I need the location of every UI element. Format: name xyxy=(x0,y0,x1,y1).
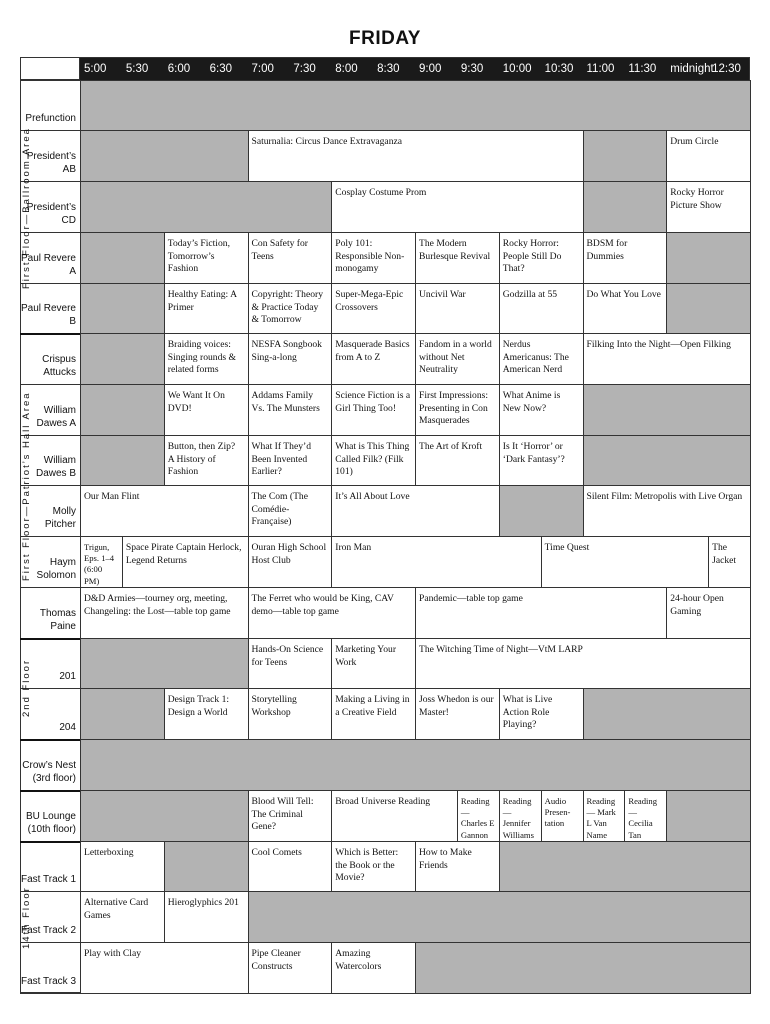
room-label xyxy=(20,790,80,841)
unscheduled-block xyxy=(583,688,752,740)
room-name: William Dawes A xyxy=(36,405,76,429)
event-block[interactable]: Time Quest xyxy=(541,536,710,588)
area-label: First Floor—Ballroom Area xyxy=(20,127,32,289)
event-block[interactable]: Poly 101: Responsible Non-monogamy xyxy=(331,232,416,284)
event-block[interactable]: Button, then Zip? A History of Fashion xyxy=(164,435,249,486)
time-header-label: 10:00 xyxy=(502,63,532,75)
unscheduled-block xyxy=(80,181,332,233)
unscheduled-block xyxy=(164,841,249,892)
event-block[interactable]: Marketing Your Work xyxy=(331,638,416,689)
event-block[interactable]: The Ferret who would be King, CAV demo—table top game xyxy=(248,587,417,639)
time-header-label: 9:30 xyxy=(460,63,484,75)
unscheduled-block xyxy=(499,485,584,537)
event-block[interactable]: Letterboxing xyxy=(80,841,165,892)
event-block[interactable]: Rocky Horror: People Still Do That? xyxy=(499,232,584,284)
event-block[interactable]: Super-Mega-Epic Crossovers xyxy=(331,283,416,334)
row-divider xyxy=(20,638,80,640)
unscheduled-block xyxy=(499,841,751,892)
room-name: Crow’s Nest (3rd floor) xyxy=(22,760,76,784)
event-block[interactable]: Pandemic—table top game xyxy=(415,587,667,639)
unscheduled-block xyxy=(80,638,249,689)
room-label xyxy=(20,942,80,993)
room-name: Prefunction xyxy=(25,113,76,124)
room-name: Crispus Attucks xyxy=(42,354,76,378)
room-name: 204 xyxy=(59,722,76,733)
event-block[interactable]: The Art of Kroft xyxy=(415,435,500,486)
time-header-label: 5:30 xyxy=(125,63,149,75)
row-divider xyxy=(20,333,80,335)
room-label xyxy=(20,739,80,790)
unscheduled-block xyxy=(80,333,165,385)
event-block[interactable]: Pipe Cleaner Constructs xyxy=(248,942,333,994)
event-block[interactable]: The Witching Time of Night—VtM LARP xyxy=(415,638,751,689)
event-block[interactable]: Space Pirate Captain Herlock, Legend Returns xyxy=(122,536,249,588)
event-block[interactable]: Hands-On Science for Teens xyxy=(248,638,333,689)
event-block[interactable]: The Jacket xyxy=(708,536,751,588)
event-block[interactable]: Reading— Mark L Van Name xyxy=(583,790,626,842)
event-block[interactable]: Joss Whedon is our Master! xyxy=(415,688,500,740)
unscheduled-block xyxy=(248,891,752,943)
unscheduled-block xyxy=(80,435,165,486)
event-block[interactable]: Fandom in a world without Net Neutrality xyxy=(415,333,500,385)
unscheduled-block xyxy=(583,384,752,436)
event-block[interactable]: Addams Family Vs. The Munsters xyxy=(248,384,333,436)
row-divider xyxy=(20,587,80,588)
unscheduled-block xyxy=(666,283,751,334)
unscheduled-block xyxy=(80,80,751,131)
event-block[interactable]: Masquerade Basics from A to Z xyxy=(331,333,416,385)
event-block[interactable]: How to Make Friends xyxy=(415,841,500,892)
header-corner xyxy=(20,57,80,80)
event-block[interactable]: Copyright: Theory & Practice Today & Tomorrow xyxy=(248,283,333,334)
unscheduled-block xyxy=(583,181,668,233)
event-block[interactable]: Play with Clay xyxy=(80,942,249,994)
event-block[interactable]: Design Track 1: Design a World xyxy=(164,688,249,740)
event-block[interactable]: What is This Thing Called Filk? (Filk 101) xyxy=(331,435,416,486)
event-block[interactable]: Trigun, Eps. 1–4 (6:00 PM) xyxy=(80,536,123,588)
unscheduled-block xyxy=(666,232,751,284)
event-block[interactable]: Iron Man xyxy=(331,536,541,588)
event-block[interactable]: Hieroglyphics 201 xyxy=(164,891,249,943)
event-block[interactable]: Cosplay Costume Prom xyxy=(331,181,583,233)
event-block[interactable]: It’s All About Love xyxy=(331,485,500,537)
unscheduled-block xyxy=(80,130,249,182)
unscheduled-block xyxy=(80,790,249,842)
area-label: 2nd Floor xyxy=(20,658,32,717)
event-block[interactable]: Today’s Fiction, Tomorrow’s Fashion xyxy=(164,232,249,284)
room-name: Haym Solomon xyxy=(36,557,76,581)
room-name: Paul Revere A xyxy=(20,253,76,277)
event-block[interactable]: NESFA Songbook Sing-a-long xyxy=(248,333,333,385)
event-block[interactable]: 24-hour Open Gaming xyxy=(666,587,751,639)
event-block[interactable]: D&D Armies—tourney org, meeting, Changeling: the Lost—table top game xyxy=(80,587,249,639)
event-block[interactable]: We Want It On DVD! xyxy=(164,384,249,436)
event-block[interactable]: Silent Film: Metropolis with Live Organ xyxy=(583,485,752,537)
room-name: President’s AB xyxy=(26,151,76,175)
row-divider xyxy=(20,80,80,81)
room-name: Thomas Paine xyxy=(39,608,76,632)
event-block[interactable]: Cool Comets xyxy=(248,841,333,892)
area-label: First Floor—Patriot’s Hall Area xyxy=(20,391,32,581)
room-name: Fast Track 1 xyxy=(20,874,76,885)
row-divider xyxy=(20,739,80,741)
time-header-label: 10:30 xyxy=(544,63,574,75)
event-block[interactable]: The Com (The Comédie-Française) xyxy=(248,485,333,537)
event-block[interactable]: Reading— Jennifer Williams xyxy=(499,790,542,842)
event-block[interactable]: Making a Living in a Creative Field xyxy=(331,688,416,740)
row-divider xyxy=(20,841,80,843)
unscheduled-block xyxy=(80,384,165,436)
event-block[interactable]: Rocky Horror Picture Show xyxy=(666,181,751,233)
unscheduled-block xyxy=(666,790,751,842)
unscheduled-block xyxy=(80,232,165,284)
event-block[interactable]: Braiding voices: Singing rounds & related forms xyxy=(164,333,249,385)
event-block[interactable]: The Modern Burlesque Revival xyxy=(415,232,500,284)
time-header-label: 8:30 xyxy=(377,63,400,75)
unscheduled-block xyxy=(80,283,165,334)
time-header-label: 5:00 xyxy=(84,63,107,75)
row-divider xyxy=(20,790,80,792)
event-block[interactable]: Ouran High School Host Club xyxy=(248,536,333,588)
room-label xyxy=(20,587,80,638)
room-name: Fast Track 2 xyxy=(20,925,76,936)
row-divider xyxy=(20,384,80,385)
time-header-label: 6:30 xyxy=(209,63,233,75)
time-header-label: 12:30 xyxy=(712,63,741,75)
event-block[interactable]: Audio Presen- tation xyxy=(541,790,584,842)
area-label: 14th Floor xyxy=(20,885,32,949)
room-label xyxy=(20,283,80,333)
unscheduled-block xyxy=(415,942,751,994)
room-name: Fast Track 3 xyxy=(20,976,76,987)
room-name: BU Lounge (10th floor) xyxy=(25,811,76,835)
event-block[interactable]: What Anime is New Now? xyxy=(499,384,584,436)
event-block[interactable]: Our Man Flint xyxy=(80,485,249,537)
room-name: Molly Pitcher xyxy=(44,506,76,530)
event-block[interactable]: Science Fiction is a Girl Thing Too! xyxy=(331,384,416,436)
unscheduled-block xyxy=(80,688,165,740)
event-block[interactable]: Nerdus Americanus: The American Nerd xyxy=(499,333,584,385)
room-name: President’s CD xyxy=(26,202,76,226)
time-header-label: 7:30 xyxy=(293,63,316,75)
event-block[interactable]: What If They’d Been Invented Earlier? xyxy=(248,435,333,486)
event-block[interactable]: Storytelling Workshop xyxy=(248,688,333,740)
room-name: Paul Revere B xyxy=(20,303,76,327)
event-block[interactable]: Uncivil War xyxy=(415,283,500,334)
time-header-label: 9:00 xyxy=(419,63,442,75)
event-block[interactable]: Which is Better: the Book or the Movie? xyxy=(331,841,416,892)
room-label xyxy=(20,333,80,384)
page-title: FRIDAY xyxy=(349,28,421,49)
unscheduled-block xyxy=(80,739,751,791)
room-label xyxy=(20,80,80,130)
event-block[interactable]: BDSM for Dummies xyxy=(583,232,668,284)
event-block[interactable]: Alternative Card Games xyxy=(80,891,165,943)
time-header-label: 8:00 xyxy=(335,63,358,75)
row-divider xyxy=(20,993,80,994)
event-block[interactable]: Broad Universe Reading xyxy=(331,790,458,842)
unscheduled-block xyxy=(583,130,668,182)
time-header-label: 11:30 xyxy=(628,63,657,75)
unscheduled-block xyxy=(583,435,752,486)
event-block[interactable]: Drum Circle xyxy=(666,130,751,182)
event-block[interactable]: Saturnalia: Circus Dance Extravaganza xyxy=(248,130,584,182)
event-block[interactable]: Healthy Eating: A Primer xyxy=(164,283,249,334)
event-block[interactable]: Is It ‘Horror’ or ‘Dark Fantasy’? xyxy=(499,435,584,486)
event-block[interactable]: What is Live Action Role Playing? xyxy=(499,688,584,740)
event-block[interactable]: Amazing Watercolors xyxy=(331,942,416,994)
event-block[interactable]: Do What You Love xyxy=(583,283,668,334)
time-header-label: midnight xyxy=(670,63,714,75)
event-block[interactable]: Reading— Cecilia Tan xyxy=(624,790,667,842)
time-header-label: 7:00 xyxy=(251,63,274,75)
event-block[interactable]: Con Safety for Teens xyxy=(248,232,333,284)
time-header-label: 6:00 xyxy=(167,63,191,75)
event-block[interactable]: Reading— Charles E Gannon xyxy=(457,790,500,842)
event-block[interactable]: Filking Into the Night—Open Filking xyxy=(583,333,752,385)
event-block[interactable]: Godzilla at 55 xyxy=(499,283,584,334)
room-name: William Dawes B xyxy=(35,455,76,479)
room-name: 201 xyxy=(59,671,76,682)
event-block[interactable]: First Impressions: Presenting in Con Masquerades xyxy=(415,384,500,436)
time-header-label: 11:00 xyxy=(586,63,615,75)
room-label xyxy=(20,841,80,891)
event-block[interactable]: Blood Will Tell: The Criminal Gene? xyxy=(248,790,333,842)
